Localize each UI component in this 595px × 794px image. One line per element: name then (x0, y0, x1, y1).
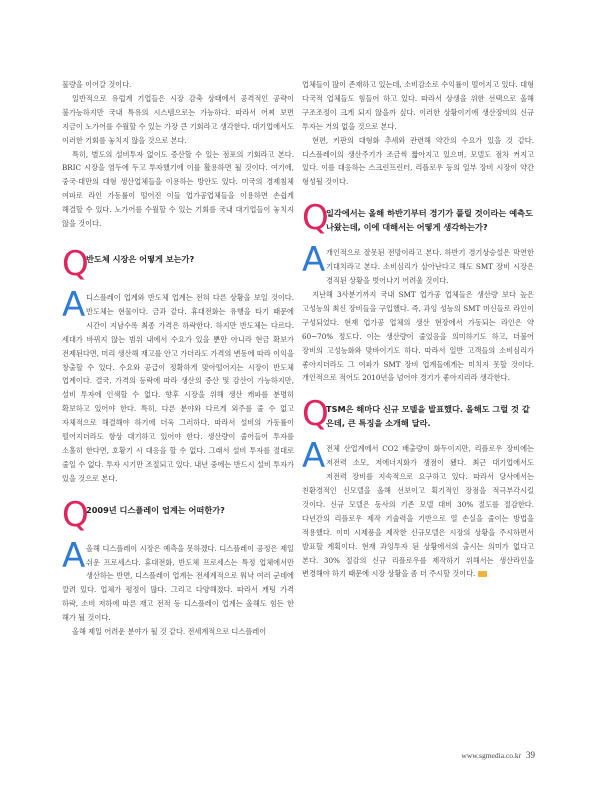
question-3 (302, 198, 534, 239)
answer-text: 개인적으로 잘못된 전망이라고 본다. 하반기 경기상승설은 막연한 기대치라고 본다. 소비심리가 살아난다고 해도 SMT 장비 시장은 경직된 상황을 벗어나기 어려울 것이다. (326, 248, 534, 286)
q-marker: Q (302, 198, 329, 239)
paragraph: 현편, 키판의 대형화 추세와 관련해 약간의 수요가 있을 것 같다. 디스플레이의 생산주기가 조금씩 짧아지고 있으며, 모델도 점차 커지고 있다. 이를 대응하는 스크린프린터, 리플로우 등의 일부 장비 시장이 약간 형성될 것이다. (302, 135, 534, 187)
q-marker: Q (62, 243, 89, 284)
question-text: TSM은 해마다 신규 모델을 발표했다. 올해도 그럴 것 같은데, 큰 특징을 소개해 달라. (326, 404, 530, 429)
question-text: 2009년 디스플레이 업계는 어떠한가? (86, 504, 225, 515)
answer-text: 올해 디스플레이 시장은 예측을 못하겠다. 디스플레이 공정은 제일 쉬운 프로세스다. 휴대전화, 반도체 프로세스는 특정 업체에서만 생산하는 반면, 디스플레이 업계는 전세계적으로 워낙 여러 군데에 깔려 있다. 업체가 평정이 많다. 그리고 다양해졌다. 따라서 캐팅 가격 하락, 소비 저하에 따른 재고 전적 등 디스플레이 업계는 올해도 힘든 한 해가 될 것이다. (62, 543, 294, 623)
question-2 (62, 494, 294, 535)
page-number: 39 (526, 750, 535, 760)
answer-body: 전체 산업계에서 CO2 배출량이 화두이지만, 리플로우 장비에는 저전력 소모, 저에너지화가 쟁점이 됐다. 최근 대기업에서도 저전력 장비를 지속적으로 요구하고 있다. 따라서 당사에서는 친환경적인 신모델을 올해 선보이고 획기적인 장점을 적극부각시킬 것이다. 신규 모델은 동사의 기존 모델 대비 30% 절도를 절감한다. 다년간의 리플로우 제작 기술력을 기반으로 열 손실을 줄이는 방법을 적용했다. 이미 시제품을 제작한 신규모델은 시장의 상황을 주시하면서 발표할 계획이다. 현재 과잉투자 된 상황에서의 출시는 의미가 없다고 본다. 30% 절감의 신규 리플로우를 제작하기 위해서는 생산라인을 변경해야 하기 때문에 시장 상황을 좀 더 주시할 것이다. (302, 444, 534, 579)
footer-site[interactable]: www.sgmedia.co.kr (461, 751, 522, 760)
answer-text: 지난해 3사분기까지 국내 SMT 업가공 업체들은 생산량 보다 높은 고성능의 최신 장비들을 구입했다. 즉, 과잉 성능의 SMT 머신들로 라인이 구성되었다. 현재 업가공 업체의 생산 현장에서 가동되는 라인은 약 60~70% 정도다. 이는 생산량이 줄었음을 의미하기도 하고, 더불어 장비의 고성능화와 맞바이기도 하다. 따라서 일반 고객들의 소비심리가 좋아지더라도 그 여파가 SMT 장비 업계들에게는 미치지 못할 것이다. 개인적으로 적어도 2010년을 넘어야 경기가 좋아지리라 생각한다. (302, 289, 534, 383)
answer-4 (302, 436, 534, 581)
answer-3 (302, 240, 534, 385)
q-marker: Q (302, 394, 329, 435)
paragraph: 업체들이 많이 존재하고 있는데, 소비감소로 수익률이 떨어지고 있다. 대형 다국적 업체들도 힘들어 하고 있다. 따라서 상생을 위한 선택으로 올해 구조조정이 크게 되지 않을까 싶다. 이러한 상황이기에 생산장비의 신규 투자는 거의 없을 것으로 본다. (302, 80, 534, 131)
a-marker: A (302, 240, 326, 281)
question-text: 반도체 시장은 어떻게 보는가? (86, 253, 195, 264)
left-column (62, 78, 294, 639)
paragraph: 올해 제일 어려운 분야가 될 것 같다. 전세계적으로 디스플레이 (72, 627, 267, 637)
question-4 (302, 394, 534, 435)
a-marker: A (62, 284, 86, 325)
q-marker: Q (62, 494, 89, 535)
right-column (302, 78, 534, 581)
paragraph: 물량을 이어갈 것이다. (62, 80, 132, 89)
paragraph: 특히, 별도의 설비투자 없이도 증산할 수 있는 점포의 기회라고 본다. BRIC 시장을 염두에 두고 투자했기에 이를 활용하면 될 것이다. 여기에, 중국·대만의 대형 생산업체들을 이용하는 방안도 있다. 미국의 경제침체 여파로 라인 가동률이 떨어진 이들 업가공업체들을 이용하면 손쉽게 해결할 수 있다. 노가어를 수월할 수 있는 기회를 국내 대기업들이 놓치지 않을 것이다. (62, 149, 294, 229)
paragraph: 일반적으로 유럽계 기업들은 시장 감축 상태에서 공격적인 공략이 불가능하지만 국내 특유의 시스템으로는 가능하다. 따라서 어찌 보면 지금이 노가어를 수월할 수 있는 가장 큰 기회라고 생각한다. 대기업에서도 이러한 기회를 놓치지 않을 것으로 본다. (62, 93, 294, 145)
question-1 (62, 243, 294, 284)
page-footer (461, 750, 535, 760)
a-marker: A (302, 436, 326, 477)
answer-2 (62, 535, 294, 625)
end-mark-icon (478, 571, 487, 577)
question-text: 일각에서는 올해 하반기부터 경기가 풀릴 것이라는 예측도 나왔는데, 이에 대해서는 어떻게 생각하는가? (326, 208, 533, 233)
answer-1 (62, 284, 294, 486)
a-marker: A (62, 535, 86, 576)
answer-text (302, 436, 534, 581)
answer-text: 디스플레이 업계와 반도체 업계는 전혀 다른 상황을 보일 것이다. 반도체는 현물이다. 금과 같다. 휴대전화는 유행을 타기 때문에 시간이 지남수록 최종 가격은 하락한다. 하지만 반도체는 다르다. 세대가 바뀌지 않는 범위 내에서 수요가 있을 뿐만 아니라 현금 확보가 전제된다면, 미리 생산해 재고를 안고 가더라도 가격의 변동에 따라 이익을 창출할 수 있다. 수요와 공급이 정확하게 맞아떨어지는 시장이 반도체 업계이다. 결국, 가격의 등락에 따라 생산의 증산 및 감산이 가능하지만, 설비 투자에 인색할 수 없다. 향후 시장을 위해 생산 캐파를 분명히 확보하고 있어야 한다. 특히, 다른 분야와 다르게 외주를 줄 수 없고 자체적으로 해결해야 하기에 더욱 그러하다. 따라서 설비의 가동률이 떨어지더라도 항상 대기하고 있어야 한다. 생산량이 줄어들어 투자를 소홀히 한다면, 호황기 시 대응을 할 수 없다. 그래서 설비 투자를 절대로 줄일 수 없다. 투자 시기만 조절되고 있다. 내년 중에는 반드시 설비 투자가 있을 것으로 본다. (62, 292, 294, 483)
